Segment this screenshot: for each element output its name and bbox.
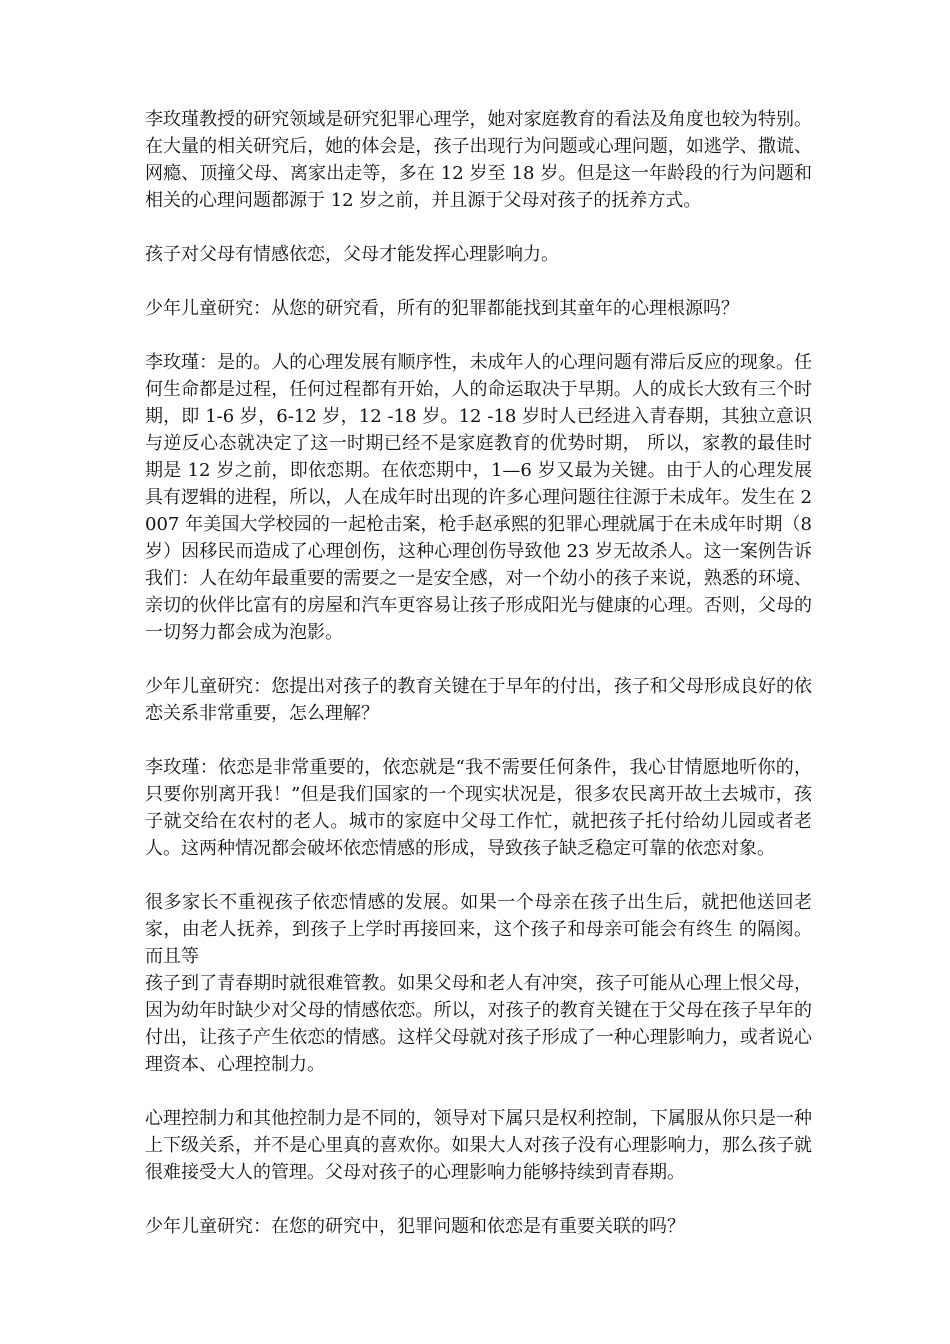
paragraph-subheading: 孩子对父母有情感依恋，父母才能发挥心理影响力。 [145, 244, 559, 265]
paragraph-answer-1: 李玫瑾：是的。人的心理发展有顺序性，未成年人的心理问题有滞后反应的现象。任何生命都是过程，任何过程都有开始，人的命运取决于早期。人的成长大致有三个时期，即 1-6 岁，6-12 岁，12 -18 岁。12 -18 岁时人已经进入青春期，其独立意识与逆反心态就决定了这一时期已经不是家庭教育的优势时期， 所以，家教的最佳时期是 12 岁之前，即依恋期。在依恋期中，1—6 岁又最为关键。由于人的心理发展具有逻辑的进程，所以，人在成年时出现的许多心理问题往往源于未成年。发生在 2007 年美国大学校园的一起枪击案，枪手赵承熙的犯罪心理就属于在未成年时期（8 岁）因移民而造成了心理创伤，这种心理创伤导致他 23 岁无故杀人。这一案例告诉我们：人在幼年最重要的需要之一是安全感，对一个幼小的孩子来说，熟悉的环境、亲切的伙伴比富有的房屋和汽车更容易让孩子形成阳光与健康的心理。否则，父母的一切努力都会成为泡影。 [145, 352, 812, 643]
paragraph-question-1: 少年儿童研究：从您的研究看，所有的犯罪都能找到其童年的心理根源吗？ [145, 298, 739, 319]
paragraph-parents-2: 孩子到了青春期时就很难管教。如果父母和老人有冲突，孩子可能从心理上恨父母，因为幼年时缺少对父母的情感依恋。所以，对孩子的教育关键在于父母在孩子早年的付出，让孩子产生依恋的情感。这样父母就对孩子形成了一种心理影响力，或者说心理资本、心理控制力。 [145, 973, 812, 1075]
document-body [145, 106, 812, 1267]
paragraph-parents-1: 很多家长不重视孩子依恋情感的发展。如果一个母亲在孩子出生后，就把他送回老家，由老人抚养，到孩子上学时再接回来，这个孩子和母亲可能会有终生 的隔阂。而且等 [145, 892, 812, 967]
paragraph-answer-2: 李玫瑾：依恋是非常重要的，依恋就是“我不需要任何条件，我心甘情愿地听你的，只要你别离开我！”但是我们国家的一个现实状况是，很多农民离开故土去城市，孩子就交给在农村的老人。城市的家庭中父母工作忙，就把孩子托付给幼儿园或者老人。这两种情况都会破坏依恋情感的形成，导致孩子缺乏稳定可靠的依恋对象。 [145, 757, 812, 859]
paragraph-control: 心理控制力和其他控制力是不同的，领导对下属只是权利控制，下属服从你只是一种上下级关系，并不是心里真的喜欢你。如果大人对孩子没有心理影响力，那么孩子就很难接受大人的管理。父母对孩子的心理影响力能够持续到青春期。 [145, 1108, 812, 1183]
paragraph-intro: 李玫瑾教授的研究领域是研究犯罪心理学，她对家庭教育的看法及角度也较为特别。在大量的相关研究后，她的体会是，孩子出现行为问题或心理问题，如逃学、撒谎、网瘾、顶撞父母、离家出走等，多在 12 岁至 18 岁。但是这一年龄段的行为问题和相关的心理问题都源于 12 岁之前，并且源于父母对孩子的抚养方式。 [145, 109, 812, 211]
paragraph-question-2: 少年儿童研究：您提出对孩子的教育关键在于早年的付出，孩子和父母形成良好的依恋关系非常重要，怎么理解？ [145, 676, 812, 724]
paragraph-question-3: 少年儿童研究：在您的研究中，犯罪问题和依恋是有重要关联的吗？ [145, 1216, 685, 1237]
